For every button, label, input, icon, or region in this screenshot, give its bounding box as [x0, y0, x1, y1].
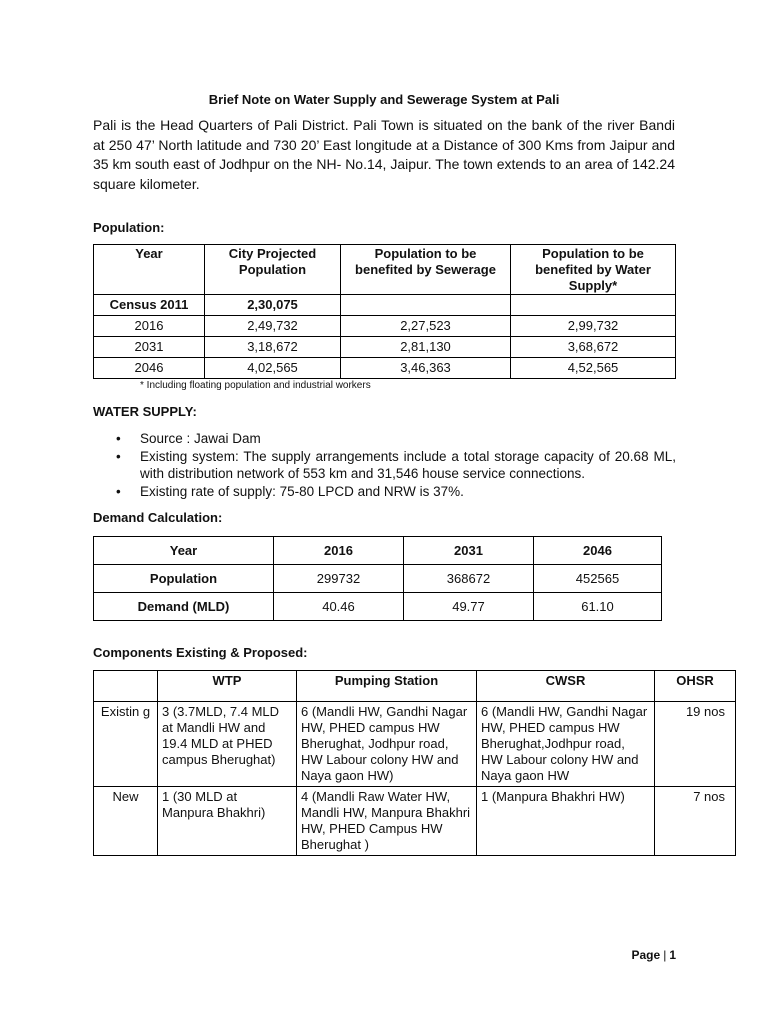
components-heading: Components Existing & Proposed: — [93, 645, 308, 660]
table-cell: 7 nos — [655, 787, 736, 856]
table-row — [94, 537, 662, 565]
column-header: WTP — [158, 671, 297, 702]
table-header-row — [94, 671, 736, 702]
table-cell: 40.46 — [274, 593, 404, 621]
table-cell: 4 (Mandli Raw Water HW, Mandli HW, Manpura Bhakhri HW, PHED Campus HW Bherughat ) — [297, 787, 477, 856]
table-cell: 6 (Mandli HW, Gandhi Nagar HW, PHED campus HW Bherughat,Jodhpur road, HW Labour colony HW and Naya gaon HW — [477, 702, 655, 787]
table-cell: 61.10 — [534, 593, 662, 621]
column-header: City Projected Population — [205, 245, 341, 295]
page-footer — [632, 948, 677, 962]
intro-paragraph: Pali is the Head Quarters of Pali District. Pali Town is situated on the bank of the river Bandi at 250 47’ North latitude and 730 20’ East longitude at a Distance of 300 Kms from Jaipur and 35 km south east of Jodhpur on the NH- No.14, Jaipur. The town extends to an area of 142.24 square kilometer. — [93, 117, 675, 192]
list-item-text: Source : Jawai Dam — [140, 431, 261, 446]
page-number: 1 — [669, 948, 676, 962]
table-cell: Year — [94, 537, 274, 565]
table-row — [94, 787, 736, 856]
table-cell: 299732 — [274, 565, 404, 593]
table-cell: 2,81,130 — [341, 337, 511, 358]
table-cell: 2,99,732 — [511, 316, 676, 337]
column-header: Population to be benefited by Sewerage — [341, 245, 511, 295]
population-table — [93, 244, 676, 379]
demand-heading: Demand Calculation: — [93, 510, 223, 525]
table-cell: 2046 — [94, 358, 205, 379]
table-cell: Demand (MLD) — [94, 593, 274, 621]
table-row — [94, 593, 662, 621]
table-row — [94, 565, 662, 593]
table-cell: 2031 — [94, 337, 205, 358]
table-cell: Census 2011 — [94, 295, 205, 316]
table-cell — [341, 295, 511, 316]
table-cell: 19 nos — [655, 702, 736, 787]
table-cell — [511, 295, 676, 316]
population-footnote: * Including floating population and industrial workers — [140, 380, 371, 391]
column-header: Pumping Station — [297, 671, 477, 702]
table-cell: 6 (Mandli HW, Gandhi Nagar HW, PHED campus HW Bherughat, Jodhpur road, HW Labour colony HW and Naya gaon HW) — [297, 702, 477, 787]
table-cell: 2,30,075 — [205, 295, 341, 316]
bullet-icon: • — [116, 449, 121, 464]
table-cell: 3,18,672 — [205, 337, 341, 358]
demand-table — [93, 536, 662, 621]
list-item — [116, 430, 676, 447]
table-cell: 2,27,523 — [341, 316, 511, 337]
table-cell: 1 (Manpura Bhakhri HW) — [477, 787, 655, 856]
list-item — [116, 483, 676, 500]
list-item — [116, 448, 676, 482]
list-item-text: Existing rate of supply: 75-80 LPCD and NRW is 37%. — [140, 484, 464, 499]
table-cell: 2016 — [94, 316, 205, 337]
table-row — [94, 702, 736, 787]
bullet-icon: • — [116, 484, 121, 499]
table-cell: 2016 — [274, 537, 404, 565]
table-cell: 3 (3.7MLD, 7.4 MLD at Mandli HW and 19.4 MLD at PHED campus Bherughat) — [158, 702, 297, 787]
table-cell: 4,52,565 — [511, 358, 676, 379]
table-header-row — [94, 245, 676, 295]
column-header: CWSR — [477, 671, 655, 702]
page-separator: | — [663, 948, 667, 962]
water-supply-list — [116, 430, 676, 501]
table-row — [94, 358, 676, 379]
table-cell: 368672 — [404, 565, 534, 593]
table-cell: 4,02,565 — [205, 358, 341, 379]
table-cell: Population — [94, 565, 274, 593]
table-cell: 2,49,732 — [205, 316, 341, 337]
table-cell: 3,68,672 — [511, 337, 676, 358]
list-item-text: Existing system: The supply arrangements include a total storage capacity of 20.68 ML, with distribution network of 553 km and 31,546 house service connections. — [140, 449, 676, 481]
table-cell: New — [94, 787, 158, 856]
table-row — [94, 316, 676, 337]
table-cell: 452565 — [534, 565, 662, 593]
bullet-icon: • — [116, 431, 121, 446]
population-heading: Population: — [93, 220, 165, 235]
table-cell: 2046 — [534, 537, 662, 565]
column-header: OHSR — [655, 671, 736, 702]
page-title: Brief Note on Water Supply and Sewerage System at Pali — [208, 92, 560, 107]
column-header: Year — [94, 245, 205, 295]
table-cell: 2031 — [404, 537, 534, 565]
page-label: Page — [631, 948, 661, 962]
table-cell: 1 (30 MLD at Manpura Bhakhri) — [158, 787, 297, 856]
column-header: Population to be benefited by Water Supply* — [511, 245, 676, 295]
table-row — [94, 295, 676, 316]
table-cell: 3,46,363 — [341, 358, 511, 379]
column-header — [94, 671, 158, 702]
table-row — [94, 337, 676, 358]
water-supply-heading: WATER SUPPLY: — [93, 404, 197, 419]
table-cell: Existin g — [94, 702, 158, 787]
components-table — [93, 670, 736, 856]
table-cell: 49.77 — [404, 593, 534, 621]
